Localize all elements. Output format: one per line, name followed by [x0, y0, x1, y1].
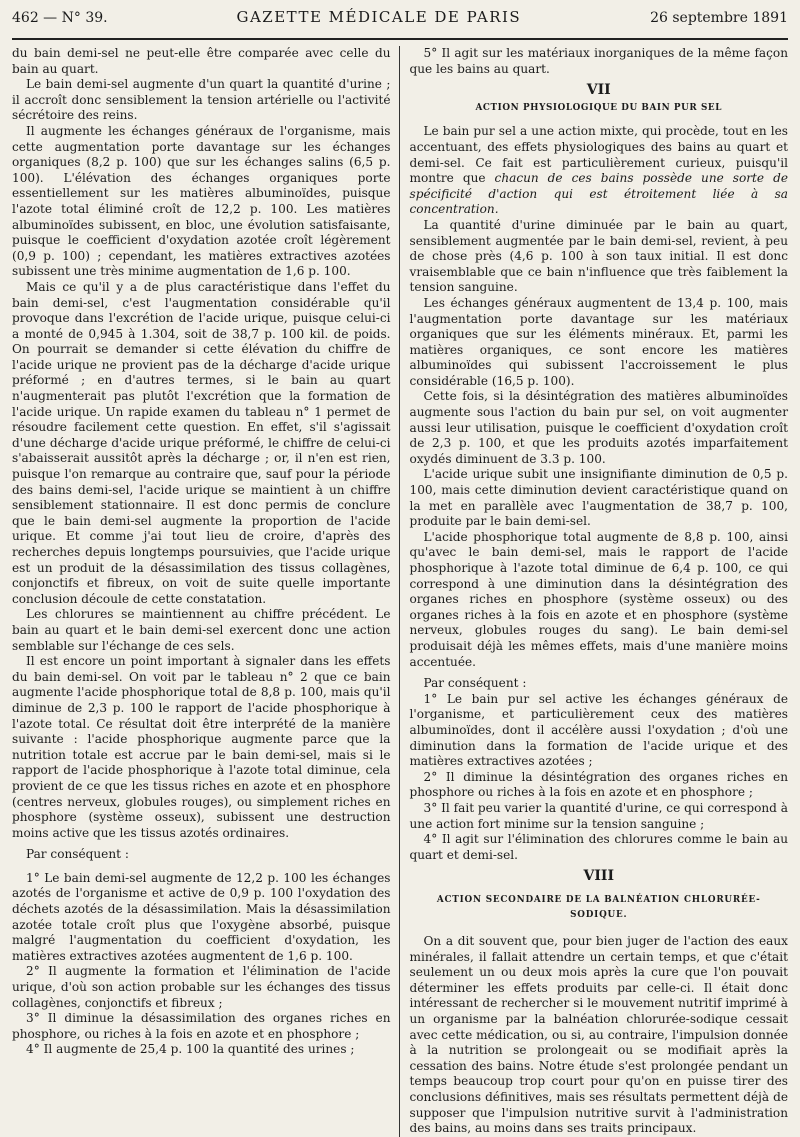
paragraph — [410, 124, 789, 218]
conclusion-label: Par conséquent : — [423, 676, 527, 691]
conclusion-item: 5° Il agit sur les matériaux inorganiques de la même façon que les bains au quart. — [409, 46, 788, 76]
conclusion-item: 2° Il augmente la formation et l'élimination de l'acide urique, d'où son action probable sur les échanges des tissus collagènes, conjonctifs et fibreux ; — [12, 964, 391, 1010]
section-number: VIII — [583, 868, 614, 885]
section-title: ACTION PHYSIOLOGIQUE DU BAIN PUR SEL — [475, 102, 722, 113]
paragraph: Les chlorures se maintiennent au chiffre précédent. Le bain au quart et le bain demi-sel exercent donc une action semblable sur l'échange de ces sels. — [12, 607, 391, 653]
section-number: VII — [586, 82, 611, 99]
paragraph: Le bain demi-sel augmente d'un quart la quantité d'urine ; il accroît donc sensiblement la tension artérielle ou l'activité sécrétoire des reins. — [12, 77, 391, 123]
conclusion-item: 2° Il diminue la désintégration des organes riches en phosphore ou riches à la fois en azote et en phosphore ; — [409, 769, 788, 800]
emphasized-text: chacun de ces bains possède une sorte de spécificité d'action qui est étroitement liée à sa concentration. — [409, 171, 788, 217]
conclusion-item: 4° Il augmente de 25,4 p. 100 la quantité des urines ; — [26, 1042, 355, 1057]
paragraph: du bain demi-sel ne peut-elle être comparée avec celle du bain au quart. — [12, 46, 391, 76]
paragraph: La quantité d'urine diminuée par le bain au quart, sensiblement augmentée par le bain demi-sel, revient, à peu de chose près (4,6 p. 100 à son taux initial. Il est donc vraisemblable que ce bain n'influence que très faiblement la tension sanguine. — [409, 217, 788, 295]
page-header — [12, 8, 788, 40]
conclusion-item: 4° Il agit sur l'élimination des chlorures comme le bain au quart et demi-sel. — [409, 832, 788, 862]
page-number: 462 — N° 39. — [12, 10, 108, 26]
paragraph: Les échanges généraux augmentent de 13,4 p. 100, mais l'augmentation porte davantage sur les matériaux organiques que sur les éléments minéraux. Et, parmi les matières organiques, ce sont encore les matières albuminoïdes qui subissent l'accroissement le plus considérable (16,5 p. 100). — [409, 295, 788, 388]
paragraph: On a dit souvent que, pour bien juger de l'action des eaux minérales, il fallait attendre un certain temps, et que c'était seulement un ou deux mois après la cure que l'on pouvait déterminer les effets produits par celle-ci. Il était donc intéressant de rechercher si le mouvement nutritif imprimé à un organisme par la balnéation chlorurée-sodique cessait avec cette médication, ou si, au contraire, l'impulsion donnée à la nutrition se prolongeait ou se modifiait après la cessation des bains. Notre étude s'est prolongée pendant un temps beaucoup trop court pour qu'on en puisse tirer des conclusions définitives, mais ses résultats permettent déjà de supposer que l'impulsion nutritive survit à l'administration des bains, au moins dans ses traits principaux. — [409, 934, 788, 1136]
paragraph: Cette fois, si la désintégration des matières albuminoïdes augmente sous l'action du bain pur sel, on voit augmenter aussi leur utilisation, puisque le coefficient d'oxydation croît de 2,3 p. 100, et que les produits azotés imparfaitement oxydés diminuent de 3.3 p. 100. — [409, 389, 788, 466]
paragraph: Mais ce qu'il y a de plus caractéristique dans l'effet du bain demi-sel, c'est l'augmentation considérable qu'il provoque dans l'excrétion de l'acide urique, puisque celui-ci a monté de 0,945 à 1.304, soit de 38,7 p. 100 kil. de poids. On pourrait se demander si cette élévation du chiffre de l'acide urique ne provient pas de la décharge d'acide urique préformé ; en d'autres termes, si le bain au quart n'augmenterait pas plutôt l'excrétion que la formation de l'acide urique. Un rapide examen du tableau n° 1 permet de résoudre facilement cette question. En effet, s'il s'agissait d'une décharge d'acide urique préformé, le chiffre de celui-ci s'abaisserait aussitôt après la décharge ; or, il n'en est rien, puisque l'on remarque au contraire que, sauf pour la période des bains demi-sel, l'acide urique se maintient à un chiffre sensiblement stationnaire. Il est donc permis de conclure que le bain demi-sel augmente la proportion de l'acide urique. Et comme j'ai tout lieu de croire, d'après des recherches depuis longtemps poursuivies, que l'acide urique est un produit de la désassimilation des tissus collagènes, conjonctifs et fibreux, on voit de suite quelle importante conclusion découle de cette constatation. — [12, 279, 391, 606]
paragraph: Il augmente les échanges généraux de l'organisme, mais cette augmentation porte davantage sur les échanges organiques (8,2 p. 100) que sur les échanges salins (6,5 p. 100). L'élévation des échanges organiques porte essentiellement sur les matières albuminoïdes, puisque l'azote total éliminé croît de 12,2 p. 100. Les matières albuminoïdes subissent, en bloc, une évolution satisfaisante, puisque le coefficient d'oxydation azotée croît légèrement (0,9 p. 100) ; cependant, les matières extractives azotées subissent une très minime augmentation de 1,6 p. 100. — [12, 123, 391, 279]
conclusion-item: 1° Le bain pur sel active les échanges généraux de l'organisme, et particulièrement ceux des matières albuminoïdes, dont il accélère aussi l'oxydation ; d'où une diminution dans la formation de l'acide urique et des matières extractives azotées ; — [409, 691, 788, 769]
journal-title: GAZETTE MÉDICALE DE PARIS — [236, 8, 522, 26]
paragraph: L'acide urique subit une insignifiante diminution de 0,5 p. 100, mais cette diminution devient caractéristique quand on la met en parallèle avec l'augmentation de 38,7 p. 100, produite par le bain demi-sel. — [409, 467, 788, 529]
section-title: ACTION SECONDAIRE DE LA BALNÉATION CHLORURÉE-SODIQUE. — [436, 894, 761, 921]
conclusion-item: 1° Le bain demi-sel augmente de 12,2 p. 100 les échanges azotés de l'organisme et active de 0,9 p. 100 l'oxydation des déchets azotés de la désassimilation. Mais la désassimilation azotée totale croît plus que l'oxygène absorbé, puisque malgré l'augmentation du coefficient d'oxydation, les matières extractives azotées augmentent de 1,6 p. 100. — [12, 870, 391, 963]
conclusion-label: Par conséquent : — [26, 847, 129, 862]
issue-date: 26 septembre 1891 — [650, 10, 788, 26]
right-column — [400, 46, 789, 1137]
paragraph: L'acide phosphorique total augmente de 8,8 p. 100, ainsi qu'avec le bain demi-sel, mais le rapport de l'acide phosphorique à l'azote total diminue de 6,4 p. 100, ce qui correspond à une diminution dans la désintégration des organes riches en phosphore (système osseux) ou des organes riches à la fois en azote et en phosphore (système nerveux, globules rouges du sang). Le bain demi-sel produisait déjà les mêmes effets, mais d'une manière moins accentuée. — [409, 529, 788, 669]
conclusion-item: 3° Il fait peu varier la quantité d'urine, ce qui correspond à une action fort minime sur la tension sanguine ; — [409, 800, 788, 831]
left-column — [12, 46, 400, 1137]
paragraph-text: Le bain pur sel a une action mixte, qui procède, tout en les accentuant, des effets physiologiques des bains au quart et demi-sel. Ce fait est particulièrement curieux, puisqu'il montre que — [409, 124, 788, 186]
paragraph: Il est encore un point important à signaler dans les effets du bain demi-sel. On voit par le tableau n° 2 que ce bain augmente l'acide phosphorique total de 8,8 p. 100, mais qu'il diminue de 2,3 p. 100 le rapport de l'acide phosphorique à l'azote total. Ce résultat doit être interprété de la manière suivante : l'acide phosphorique augmente parce que la nutrition totale est accrue par le bain demi-sel, mais si le rapport de l'acide phosphorique à l'azote total diminue, cela provient de ce que les tissus riches en azote et en phosphore (centres nerveux, globules rouges), ou simplement riches en phosphore (système osseux), subissent une destruction moins active que les tissus azotés ordinaires. — [12, 654, 391, 840]
article-columns — [12, 46, 788, 1137]
conclusion-item: 3° Il diminue la désassimilation des organes riches en phosphore, ou riches à la fois en azote et en phosphore ; — [12, 1011, 391, 1041]
